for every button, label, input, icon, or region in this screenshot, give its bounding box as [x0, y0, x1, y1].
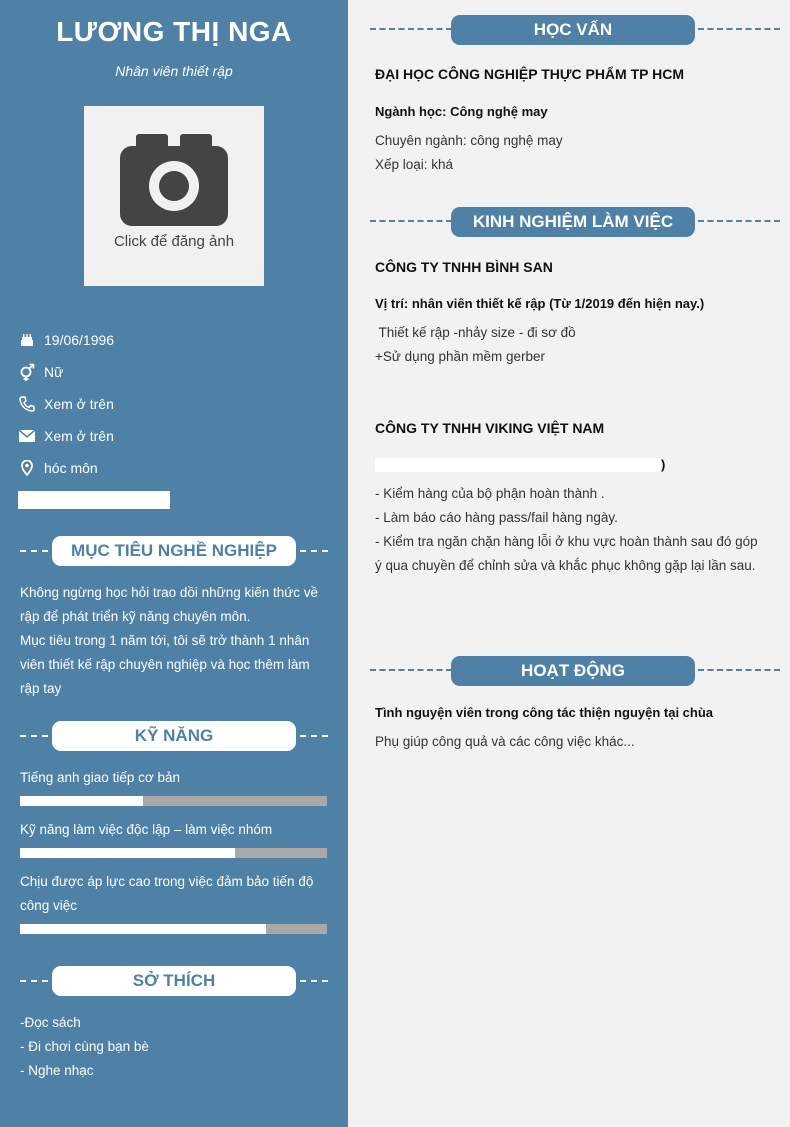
activities-section-header [370, 656, 780, 686]
address-value: hóc môn [44, 460, 98, 476]
job-position-tail: ) [661, 457, 666, 472]
major: Ngành học: Công nghệ may [375, 104, 548, 119]
objective-section-header [0, 536, 348, 566]
specialty: Chuyên ngành: công nghệ may [375, 133, 563, 148]
skills-title: KỸ NĂNG [52, 721, 296, 751]
education-section-header [370, 15, 780, 45]
gender-value: Nữ [44, 364, 64, 380]
text-line: Tiếng anh giao tiếp cơ bản [20, 770, 180, 785]
photo-upload[interactable] [84, 106, 264, 286]
divider [300, 550, 328, 552]
job-position: Vị trí: nhân viên thiết kế rập (Từ 1/2019 đến hiện nay.) [375, 296, 705, 311]
location-pin-icon [18, 459, 36, 477]
text-line: Không ngừng học hỏi trao dồi những kiến thức về [20, 585, 319, 600]
phone-value: Xem ở trên [44, 396, 114, 412]
skill-label [20, 818, 332, 842]
text-line: Mục tiêu trong 1 năm tới, tôi sẽ trở thành 1 nhân [20, 633, 310, 648]
email-value: Xem ở trên [44, 428, 114, 444]
photo-upload-label: Click để đăng ảnh [113, 233, 235, 250]
gender-icon [18, 363, 36, 381]
text-line: ý qua chuyền để chỉnh sửa và khắc phục không gặp lại lần sau. [375, 558, 756, 573]
hobbies-title: SỞ THÍCH [52, 966, 296, 996]
skill-level-bar [20, 924, 327, 934]
candidate-name: LƯƠNG THỊ NGA [56, 16, 292, 47]
text-line: - Làm báo cáo hàng pass/fail hàng ngày. [375, 510, 618, 525]
text-line: viên thiết kế rập chuyên nghiệp và học thêm làm [20, 657, 310, 672]
camera-icon [120, 132, 228, 232]
divider [698, 28, 780, 30]
skill-level-fill [20, 796, 143, 806]
hobbies-section-header [0, 966, 348, 996]
divider [20, 550, 48, 552]
text-line: rập để phát triển kỹ năng chuyên môn. [20, 609, 251, 624]
birthday-value: 19/06/1996 [44, 332, 115, 348]
text-line: - Kiểm hàng của bộ phận hoàn thành . [375, 486, 605, 501]
grade: Xếp loại: khá [375, 157, 454, 172]
experience-section-header [370, 207, 780, 237]
redacted-field [18, 491, 170, 509]
left-sidebar [0, 0, 348, 1127]
divider [698, 220, 780, 222]
gender-row [18, 360, 63, 384]
divider [370, 220, 452, 222]
skills-section-header [0, 721, 348, 751]
envelope-icon [18, 427, 36, 445]
text-line: Chịu được áp lực cao trong việc đảm bảo tiến độ [20, 874, 314, 889]
text-line: Kỹ năng làm việc độc lập – làm việc nhóm [20, 822, 273, 837]
job-detail [375, 321, 780, 369]
objective-text [20, 581, 332, 701]
skill-label [20, 870, 332, 918]
phone-row [18, 392, 114, 416]
company-name: CÔNG TY TNHH VIKING VIỆT NAM [375, 420, 605, 436]
text-line: rập tay [20, 681, 62, 696]
text-line: - Kiểm tra ngăn chặn hàng lỗi ở khu vực hoàn thành sau đó góp [375, 534, 758, 549]
activity-role: Tình nguyện viên trong công tác thiện nguyện tại chùa [375, 705, 714, 720]
job-title: Nhân viên thiết rập [115, 63, 233, 79]
divider [370, 669, 452, 671]
email-row [18, 424, 114, 448]
job-detail [375, 482, 780, 578]
skill-level-bar [20, 848, 327, 858]
text-line: +Sử dụng phần mềm gerber [375, 349, 546, 364]
text-line: Thiết kế rập -nhảy size - đi sơ đồ [375, 325, 576, 340]
divider [300, 980, 328, 982]
experience-title: KINH NGHIỆM LÀM VIỆC [451, 207, 695, 237]
skill-level-bar [20, 796, 327, 806]
divider [300, 735, 328, 737]
redacted-field [375, 458, 661, 472]
birthday-row [18, 328, 114, 352]
skill-level-fill [20, 924, 266, 934]
divider [20, 980, 48, 982]
text-line: - Nghe nhạc [20, 1063, 94, 1078]
text-line: công việc [20, 898, 78, 913]
text-line: - Đi chơi cùng bạn bè [20, 1039, 149, 1054]
activity-description: Phụ giúp công quả và các công việc khác... [375, 734, 635, 749]
divider [20, 735, 48, 737]
cake-icon [18, 331, 36, 349]
education-title: HỌC VẤN [451, 15, 695, 45]
activities-title: HOẠT ĐỘNG [451, 656, 695, 686]
school-name: ĐẠI HỌC CÔNG NGHIỆP THỰC PHẨM TP HCM [375, 66, 684, 82]
skill-label [20, 766, 332, 790]
phone-icon [18, 395, 36, 413]
divider [370, 28, 452, 30]
skill-level-fill [20, 848, 235, 858]
hobbies-text [20, 1011, 332, 1083]
divider [698, 669, 780, 671]
objective-title: MỤC TIÊU NGHỀ NGHIỆP [52, 536, 296, 566]
company-name: CÔNG TY TNHH BÌNH SAN [375, 259, 553, 275]
text-line: -Đọc sách [20, 1015, 81, 1030]
address-row [18, 456, 98, 480]
